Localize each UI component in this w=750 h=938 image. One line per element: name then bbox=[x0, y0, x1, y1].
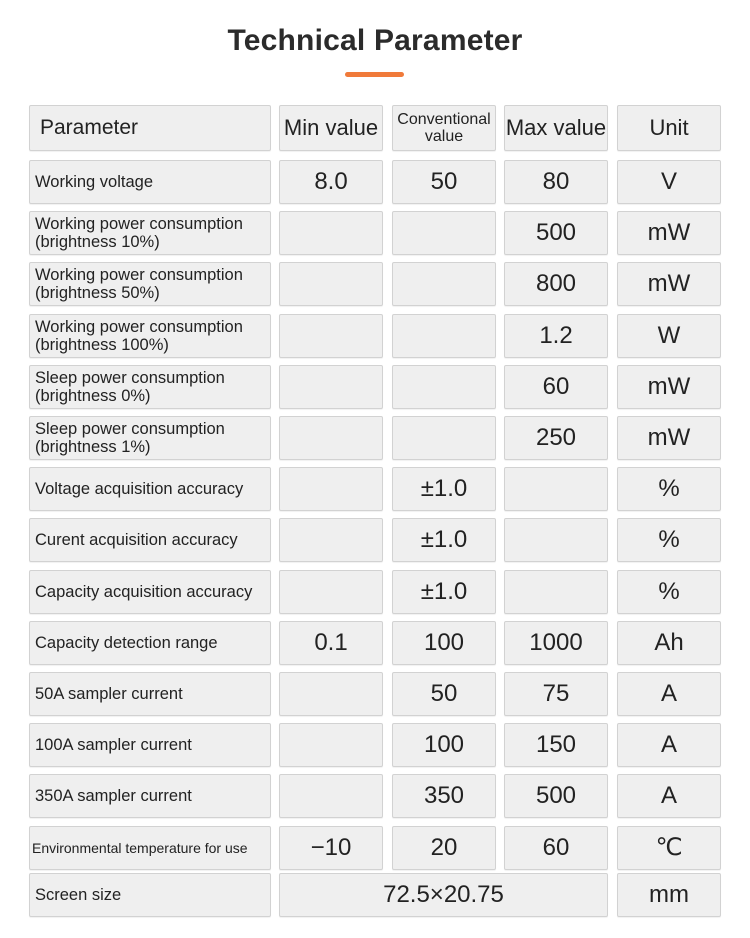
row-max-cell bbox=[504, 570, 608, 614]
row-max-cell: 500 bbox=[504, 774, 608, 818]
row-parameter-line1: Curent acquisition accuracy bbox=[35, 531, 238, 550]
row-conv-cell: 20 bbox=[392, 826, 496, 870]
row-parameter-line2: (brightness 0%) bbox=[35, 386, 151, 405]
row-max-cell bbox=[504, 518, 608, 562]
row-min-cell bbox=[279, 570, 383, 614]
row-unit-cell: % bbox=[617, 467, 721, 511]
row-max-cell: 80 bbox=[504, 160, 608, 204]
row-min-cell bbox=[279, 416, 383, 460]
row-min-cell bbox=[279, 467, 383, 511]
row-max-cell: 250 bbox=[504, 416, 608, 460]
row-conv-cell: 100 bbox=[392, 723, 496, 767]
row-parameter-text bbox=[35, 685, 183, 703]
row-parameter-text bbox=[35, 583, 252, 601]
row-parameter-line2: (brightness 1%) bbox=[35, 438, 151, 456]
row-min-cell bbox=[279, 518, 383, 562]
row-screen-size-parameter: Screen size bbox=[29, 873, 271, 917]
row-min-cell bbox=[279, 723, 383, 767]
row-parameter-line2: (brightness 10%) bbox=[35, 233, 160, 252]
row-parameter-text bbox=[35, 787, 192, 805]
row-conv-cell: ±1.0 bbox=[392, 518, 496, 562]
row-min-cell: 0.1 bbox=[279, 621, 383, 665]
row-parameter-text bbox=[35, 634, 218, 652]
row-parameter bbox=[29, 160, 271, 204]
header-unit: Unit bbox=[617, 105, 721, 151]
row-parameter-text bbox=[35, 318, 243, 354]
row-parameter-line1: 100A sampler current bbox=[35, 736, 192, 755]
row-unit-cell: A bbox=[617, 723, 721, 767]
row-unit-cell: A bbox=[617, 774, 721, 818]
row-min-cell bbox=[279, 774, 383, 818]
row-parameter bbox=[29, 621, 271, 665]
header-conventional-value bbox=[392, 105, 496, 151]
row-parameter-line1: Capacity detection range bbox=[35, 633, 218, 652]
row-max-cell: 500 bbox=[504, 211, 608, 255]
row-max-cell: 60 bbox=[504, 365, 608, 409]
row-parameter-line2: (brightness 100%) bbox=[35, 335, 169, 354]
row-parameter bbox=[29, 672, 271, 716]
row-conv-cell bbox=[392, 211, 496, 255]
row-parameter bbox=[29, 723, 271, 767]
row-parameter-text bbox=[35, 480, 243, 498]
row-parameter-line1: Working power consumption bbox=[35, 317, 243, 336]
row-conv-cell bbox=[392, 416, 496, 460]
row-unit-cell: mW bbox=[617, 365, 721, 409]
row-conv-cell bbox=[392, 262, 496, 306]
title-underline bbox=[345, 72, 404, 77]
row-parameter-text bbox=[35, 215, 243, 251]
row-max-cell: 60 bbox=[504, 826, 608, 870]
row-unit-cell: Ah bbox=[617, 621, 721, 665]
row-conv-cell: 50 bbox=[392, 672, 496, 716]
row-parameter-line1: Capacity acquisition accuracy bbox=[35, 582, 253, 601]
row-parameter-line1: Working voltage bbox=[35, 173, 154, 191]
row-parameter bbox=[29, 570, 271, 614]
row-conv-cell: 50 bbox=[392, 160, 496, 204]
row-parameter-text bbox=[32, 839, 248, 857]
row-min-cell bbox=[279, 262, 383, 306]
row-conv-cell: ±1.0 bbox=[392, 467, 496, 511]
row-unit-cell: V bbox=[617, 160, 721, 204]
row-min-cell bbox=[279, 365, 383, 409]
row-conv-cell bbox=[392, 365, 496, 409]
row-parameter bbox=[29, 518, 271, 562]
row-parameter bbox=[29, 774, 271, 818]
row-max-cell: 1000 bbox=[504, 621, 608, 665]
row-max-cell: 800 bbox=[504, 262, 608, 306]
header-parameter: Parameter bbox=[29, 105, 271, 151]
row-parameter bbox=[29, 416, 271, 460]
row-unit-cell: % bbox=[617, 570, 721, 614]
row-parameter-line1: Working power consumption bbox=[35, 266, 243, 285]
row-parameter-line2: (brightness 50%) bbox=[35, 284, 160, 303]
row-unit-cell: mW bbox=[617, 211, 721, 255]
header-conventional-line1: Conventional bbox=[397, 111, 491, 128]
row-parameter bbox=[29, 211, 271, 255]
row-unit-cell: ℃ bbox=[617, 826, 721, 870]
row-min-cell bbox=[279, 314, 383, 358]
row-conv-cell: ±1.0 bbox=[392, 570, 496, 614]
row-max-cell: 150 bbox=[504, 723, 608, 767]
row-parameter bbox=[29, 826, 271, 870]
header-max-value: Max value bbox=[504, 105, 608, 151]
row-unit-cell: % bbox=[617, 518, 721, 562]
row-parameter-text bbox=[35, 531, 238, 549]
row-unit-cell: W bbox=[617, 314, 721, 358]
row-conv-cell: 100 bbox=[392, 621, 496, 665]
row-parameter-line1: Working power consumption bbox=[35, 215, 243, 234]
header-min-value: Min value bbox=[279, 105, 383, 151]
row-parameter bbox=[29, 365, 271, 409]
row-unit-cell: mW bbox=[617, 416, 721, 460]
row-min-cell: 8.0 bbox=[279, 160, 383, 204]
row-parameter-text bbox=[35, 173, 153, 191]
row-max-cell bbox=[504, 467, 608, 511]
row-min-cell bbox=[279, 211, 383, 255]
row-screen-size-unit: mm bbox=[617, 873, 721, 917]
row-parameter-line1: Sleep power consumption bbox=[35, 420, 225, 438]
row-unit-cell: A bbox=[617, 672, 721, 716]
row-min-cell: −10 bbox=[279, 826, 383, 870]
row-parameter bbox=[29, 467, 271, 511]
row-parameter-line1: Sleep power consumption bbox=[35, 368, 225, 387]
row-parameter bbox=[29, 262, 271, 306]
row-max-cell: 1.2 bbox=[504, 314, 608, 358]
row-parameter-line1: 50A sampler current bbox=[35, 685, 183, 703]
row-max-cell: 75 bbox=[504, 672, 608, 716]
header-conventional-line2: value bbox=[424, 128, 464, 145]
page-title: Technical Parameter bbox=[227, 24, 523, 57]
row-screen-size-value: 72.5×20.75 bbox=[279, 873, 608, 917]
row-parameter bbox=[29, 314, 271, 358]
row-conv-cell: 350 bbox=[392, 774, 496, 818]
row-parameter-line1: Voltage acquisition accuracy bbox=[35, 480, 244, 499]
row-parameter-text bbox=[35, 369, 225, 405]
row-unit-cell: mW bbox=[617, 262, 721, 306]
row-parameter-text bbox=[35, 736, 192, 754]
row-parameter-line1: Environmental temperature for use bbox=[32, 839, 248, 856]
row-parameter-text bbox=[35, 266, 243, 302]
row-parameter-text bbox=[35, 420, 225, 456]
row-parameter-line1: 350A sampler current bbox=[35, 787, 192, 806]
row-min-cell bbox=[279, 672, 383, 716]
row-conv-cell bbox=[392, 314, 496, 358]
